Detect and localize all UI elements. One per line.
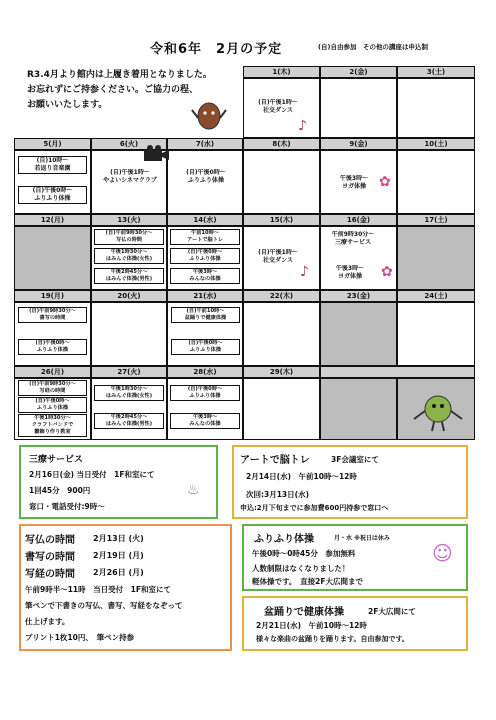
day-cell-13 [91,226,167,290]
bon-title: 盆踊りで健康体操 [264,607,344,618]
day-header-5: 5(月) [14,138,91,150]
event-dance: (自)午後1時～ 社交ダンス [258,99,298,114]
event-humming-men: 午後2時45分～ はみんぐ体操(男性) [94,413,164,429]
furifuri-title: ふりふり体操 [254,534,314,545]
day-cell-10 [397,150,475,214]
day-header-17: 17(土) [397,214,475,226]
furifuri-line2: 人数制限はなくなりました！ [252,564,350,573]
day-header-16: 16(金) [320,214,397,226]
event-furifuri: (自)午後0時～ ふりふり体操 [171,339,240,355]
shosha-date: 2月19日 (月) [93,551,144,560]
day-header-14: 14(水) [167,214,243,226]
bon-line1: 2月21日(水) 午前10時～12時 [256,621,367,630]
shabutsu-box [19,524,232,651]
day-header-21: 21(水) [167,290,243,302]
exercise-icon: ☺ [432,541,453,565]
shabutsu-label: 写仏の時間 [25,535,75,546]
camera-icon [142,144,170,164]
day-cell-8 [243,150,320,214]
day-cell-7 [167,150,243,214]
bon-line2: 様々な楽曲の盆踊りを踊ります。自由参加です。 [256,635,409,643]
day-header-22: 22(木) [243,290,320,302]
day-header-6: 6(火) [91,138,167,150]
day-header-9: 9(金) [320,138,397,150]
event-furifuri: (自)午後0時～ ふりふり体操 [186,169,226,184]
sanryo-title: 三療サービス [29,455,84,465]
day-header-27: 27(火) [91,366,167,378]
event-humming-women: 午後1時30分～ はみんぐ体操(女性) [94,385,164,401]
day-header-15: 15(木) [243,214,320,226]
day-header-13: 13(火) [91,214,167,226]
day-cell-29 [243,378,320,440]
furifuri-days: 月・水 ※祝日は休み [334,535,390,542]
art-line2: 次回:3月13日(水) [246,490,310,499]
event-yoga: 午後3時～ ヨガ体操 [339,175,369,190]
notice-text: R3.4月より館内は上履き着用となりました。 お忘れずにご持参ください。ご協力の程、 お願いいたします。 [27,70,212,110]
shakyo-label: 写経の時間 [25,569,75,580]
shakyo-date: 2月26日 (月) [93,568,144,577]
day-cell-22 [243,302,320,366]
bon-box [242,596,468,651]
day-header-12: 12(月) [14,214,91,226]
event-minna: 午後3時～ みんなの体操 [170,413,240,429]
shabutsu-date: 2月13日 (火) [93,534,144,543]
day-cell-17 [397,226,475,290]
event-shabutsu: (自)午前9時30分～ 写仏の時間 [94,229,164,245]
day-cell-2 [320,78,397,138]
event-furifuri: (自)午後0時～ ふりふり体操 [170,385,240,401]
shabutsu-line1: 午前9時半～11時 当日受付 1F和室にて [25,585,171,594]
event-furifuri: (自)午後0時～ ふりふり体操 [170,248,240,264]
bon-location: 2F大広間にて [368,607,416,616]
day-cell-15 [243,226,320,290]
event-music: (自)10時～ 若返り音楽園 [18,156,87,174]
day-header-2: 2(金) [320,66,397,78]
furifuri-box [242,524,468,591]
day-header-26: 26(月) [14,366,91,378]
day-cell-12 [14,226,91,290]
sanryo-line2: 1回45分 900円 [29,486,91,495]
massage-icon: ♨ [187,482,200,498]
day-cell-23 [320,302,397,366]
day-cell-9 [320,150,397,214]
day-header-20: 20(火) [91,290,167,302]
day-cell-20 [91,302,167,366]
shabutsu-line2: 筆ペンで下書きの写仏、書写、写経をなぞって [25,601,183,610]
shosha-label: 書写の時間 [25,552,75,563]
yoga-icon: ✿ [379,174,391,190]
page-title: 令和6年 2月の予定 [150,42,283,57]
event-shosha: (自)午前9時30分～ 書写の時間 [18,307,87,323]
event-craft: 午後1時30分～ クラフトバンドで 雛飾り作り教室 [18,414,87,437]
day-header-7: 7(水) [167,138,243,150]
day-header-10: 10(土) [397,138,475,150]
calendar [14,66,475,440]
day-cell-26 [14,378,91,440]
mascot-icon [408,385,468,435]
empty-cell [397,378,475,440]
event-art: 午前10時～ アートで脳トレ [170,229,240,245]
dancer-icon: ♪ [298,118,307,134]
event-sanryo: 午前9時30分～ 三療サービス [331,231,375,246]
shabutsu-line4: プリント1枚10円、 筆ペン持参 [25,633,135,642]
event-dance: (自)午後1時～ 社交ダンス [258,249,298,264]
event-minna: 午後3時～ みんなの体操 [170,268,240,284]
sanryo-line1: 2月16日(金) 当日受付 1F和室にて [29,470,155,479]
day-cell-24 [397,302,475,366]
furifuri-line3: 軽体操です。 直接2F大広間まで [252,577,363,586]
sanryo-box [19,445,218,519]
day-header-28: 28(水) [167,366,243,378]
day-cell-28 [167,378,243,440]
legend-text: (自)自由参加 その他の講座は申込制 [318,43,428,51]
event-furifuri: (自)午後0時～ ふりふり体操 [18,397,87,413]
day-cell-27 [91,378,167,440]
day-cell-1 [243,78,320,138]
day-header-8: 8(木) [243,138,320,150]
day-header-empty [320,366,475,378]
art-title: アートで脳トレ [240,455,310,466]
dancer-icon: ♪ [300,264,309,280]
day-cell-21 [167,302,243,366]
event-furifuri: (自)午後0時～ ふりふり体操 [18,186,87,204]
day-header-1: 1(木) [243,66,320,78]
event-bon: (自)午前10時～ 盆踊りで健康体操 [171,307,240,323]
furifuri-line1: 午後0時～0時45分 参加無料 [252,549,356,558]
day-cell-16 [320,226,397,290]
day-header-19: 19(月) [14,290,91,302]
day-cell-3 [397,78,475,138]
day-cell-14 [167,226,243,290]
event-humming-men: 午後2時45分～ はみんぐ体操(男性) [94,268,164,284]
event-shakyo: (自)午前9時30分～ 写経の時間 [18,380,87,396]
sanryo-line3: 窓口・電話受付:9時～ [29,502,105,511]
art-location: 3F会議室にて [331,455,379,464]
day-header-23: 23(金) [320,290,397,302]
art-box [232,445,468,519]
day-header-3: 3(土) [397,66,475,78]
event-furifuri: (自)午後0時～ ふりふり体操 [18,339,87,355]
event-humming-women: 午後1時30分～ はみんぐ体操(女性) [94,248,164,264]
day-header-24: 24(土) [397,290,475,302]
mascot-icon [191,96,227,136]
empty-cell [320,378,397,440]
yoga-icon: ✿ [381,264,393,280]
art-line1: 2月14日(水) 午前10時～12時 [246,472,357,481]
day-cell-5 [14,150,91,214]
shabutsu-line3: 仕上げます。 [25,617,70,626]
art-line3: 申込:2月下旬までに参加費600円持参で窓口へ [240,504,389,512]
day-cell-19 [14,302,91,366]
event-cinema: (自)午後1時～ やよいシネマクラブ [103,169,157,184]
event-yoga: 午後3時～ ヨガ体操 [335,265,365,280]
day-header-29: 29(木) [243,366,320,378]
